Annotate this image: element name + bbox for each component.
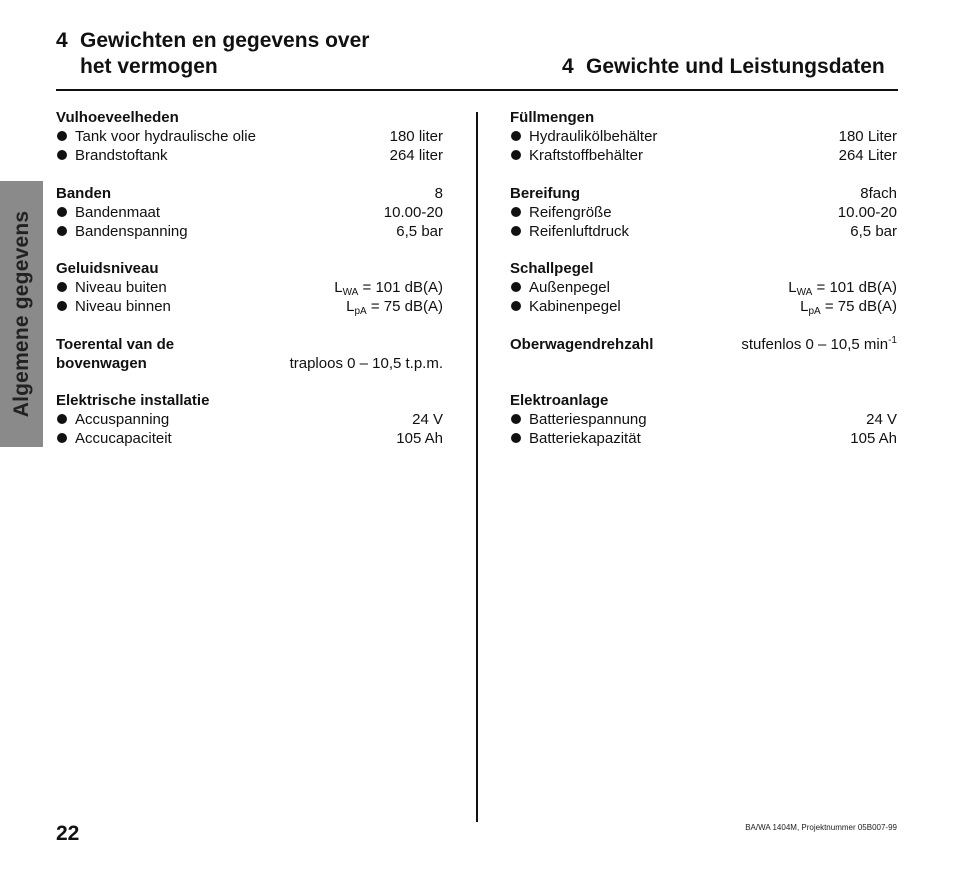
list-item xyxy=(56,127,443,146)
speed-value: traploos 0 – 10,5 t.p.m. xyxy=(289,354,443,372)
list-item xyxy=(56,203,443,222)
bullet-icon xyxy=(511,150,521,160)
item-value xyxy=(334,278,443,297)
symbol: L xyxy=(800,298,809,315)
section-heading-line-2: bovenwagen xyxy=(56,354,147,372)
item-label: Bandenspanning xyxy=(75,222,188,240)
section-fill-quantities xyxy=(56,108,443,165)
section-heading: Banden xyxy=(56,184,112,202)
section-noise xyxy=(510,259,897,316)
bullet-icon xyxy=(511,433,521,443)
item-label: Niveau buiten xyxy=(75,279,167,296)
section-heading: Bereifung xyxy=(510,184,581,202)
item-label: Reifengröße xyxy=(529,203,612,221)
section-tyres xyxy=(510,184,897,241)
item-value: 264 liter xyxy=(389,147,443,164)
value-text: stufenlos 0 – 10,5 min xyxy=(741,335,889,353)
symbol: L xyxy=(788,279,797,296)
item-value: 105 Ah xyxy=(850,430,897,447)
symbol-subscript: pA xyxy=(354,306,367,317)
bullet-icon xyxy=(511,131,521,141)
column-divider xyxy=(476,112,478,822)
section-superstructure-speed xyxy=(56,335,443,373)
section-heading-value: 8 xyxy=(434,184,443,202)
item-value: 180 liter xyxy=(389,128,443,145)
list-item xyxy=(56,278,443,297)
section-heading: Schallpegel xyxy=(510,260,594,277)
symbol: L xyxy=(346,298,355,315)
item-value: 264 Liter xyxy=(838,147,897,164)
section-heading: Elektrische installatie xyxy=(56,392,210,409)
list-item xyxy=(510,222,897,241)
item-value: 10.00-20 xyxy=(383,203,443,221)
bullet-icon xyxy=(511,301,521,311)
section-heading: Elektroanlage xyxy=(510,392,609,409)
item-value: 24 V xyxy=(412,411,443,428)
item-label: Accucapaciteit xyxy=(75,430,172,447)
bullet-icon xyxy=(511,226,521,236)
symbol-subscript: WA xyxy=(796,287,813,298)
column-nl xyxy=(56,108,443,467)
item-label: Kabinenpegel xyxy=(529,298,621,315)
item-value xyxy=(800,297,897,316)
title-line-2: het vermogen xyxy=(80,55,218,78)
list-item xyxy=(510,410,897,429)
item-label: Kraftstoffbehälter xyxy=(529,147,643,164)
section-heading: Füllmengen xyxy=(510,109,595,126)
section-heading-line-1: Toerental van de xyxy=(56,335,175,353)
bullet-icon xyxy=(57,131,67,141)
item-value xyxy=(346,297,443,316)
item-label: Hydraulikölbehälter xyxy=(529,128,658,145)
item-label: Tank voor hydraulische olie xyxy=(75,128,256,145)
footer-reference: BA/WA 1404M, Projektnummer 05B007-99 xyxy=(745,823,897,832)
section-tyres xyxy=(56,184,443,241)
bullet-icon xyxy=(511,414,521,424)
item-label: Batteriekapazität xyxy=(529,430,641,447)
bullet-icon xyxy=(57,301,67,311)
bullet-icon xyxy=(57,207,67,217)
item-label: Bandenmaat xyxy=(75,203,161,221)
item-label: Außenpegel xyxy=(529,279,610,296)
list-item xyxy=(510,429,897,448)
list-item xyxy=(510,203,897,222)
section-fill-quantities xyxy=(510,108,897,165)
section-noise xyxy=(56,259,443,316)
section-electrical xyxy=(56,391,443,448)
section-heading: Geluidsniveau xyxy=(56,260,159,277)
item-value: 10.00-20 xyxy=(837,203,897,221)
value-text: = 75 dB(A) xyxy=(366,298,443,315)
item-label: Brandstoftank xyxy=(75,147,168,164)
value-text: = 75 dB(A) xyxy=(820,298,897,315)
item-label: Niveau binnen xyxy=(75,298,171,315)
value-text: = 101 dB(A) xyxy=(812,279,897,296)
section-heading: Vulhoeveelheden xyxy=(56,109,179,126)
page-number: 22 xyxy=(56,822,80,845)
side-tab xyxy=(0,181,43,447)
list-item xyxy=(56,222,443,241)
list-item xyxy=(510,146,897,165)
section-electrical xyxy=(510,391,897,448)
chapter-number: 4 xyxy=(562,55,574,78)
item-value xyxy=(788,278,897,297)
symbol: L xyxy=(334,279,343,296)
value-superscript: -1 xyxy=(888,334,897,346)
item-label: Accuspanning xyxy=(75,411,170,428)
value-text: = 101 dB(A) xyxy=(358,279,443,296)
list-item xyxy=(56,297,443,316)
list-item xyxy=(510,297,897,316)
chapter-title-de xyxy=(562,54,902,80)
bullet-icon xyxy=(57,282,67,292)
chapter-number: 4 xyxy=(56,29,68,52)
bullet-icon xyxy=(511,207,521,217)
item-label: Batteriespannung xyxy=(529,411,647,428)
bullet-icon xyxy=(57,433,67,443)
bullet-icon xyxy=(57,414,67,424)
title-text: Gewichte und Leistungsdaten xyxy=(586,55,885,78)
speed-value xyxy=(741,335,897,354)
symbol-subscript: pA xyxy=(808,306,821,317)
header-rule xyxy=(56,89,898,91)
bullet-icon xyxy=(57,150,67,160)
item-value: 6,5 bar xyxy=(850,222,897,240)
item-value: 24 V xyxy=(866,411,897,428)
list-item xyxy=(510,127,897,146)
bullet-icon xyxy=(57,226,67,236)
list-item xyxy=(56,429,443,448)
bullet-icon xyxy=(511,282,521,292)
item-value: 6,5 bar xyxy=(396,222,443,240)
chapter-title-nl xyxy=(56,28,476,80)
list-item xyxy=(56,410,443,429)
title-line-1: Gewichten en gegevens over xyxy=(80,29,370,52)
symbol-subscript: WA xyxy=(342,287,359,298)
item-value: 180 Liter xyxy=(838,128,897,145)
list-item xyxy=(56,146,443,165)
side-tab-label: Algemene gegevens xyxy=(9,210,33,418)
section-heading: Oberwagendrehzahl xyxy=(510,335,654,353)
item-value: 105 Ah xyxy=(396,430,443,447)
section-superstructure-speed xyxy=(510,335,897,373)
list-item xyxy=(510,278,897,297)
section-heading-value: 8fach xyxy=(860,184,897,202)
column-de xyxy=(510,108,897,467)
item-label: Reifenluftdruck xyxy=(529,222,630,240)
